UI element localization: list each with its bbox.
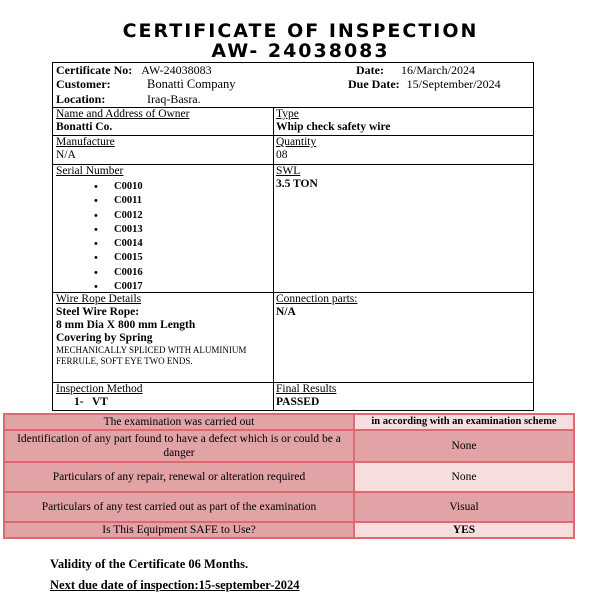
owner-value: Bonatti Co. xyxy=(56,121,113,133)
exam-answer: in according with an examination scheme xyxy=(354,414,574,430)
wire-rope-line-2: 8 mm Dia X 800 mm Length xyxy=(56,319,196,331)
manufacture-quantity-row xyxy=(53,135,533,164)
exam-question: Particulars of any repair, renewal or alteration required xyxy=(4,462,354,492)
serial-item: • C0014 xyxy=(56,237,270,251)
due-date-label: Due Date: xyxy=(348,77,400,91)
location-label: Location: xyxy=(56,92,106,106)
table-row xyxy=(4,522,574,538)
wire-rope-label: Wire Rope Details xyxy=(56,293,142,305)
location-value: Iraq-Basra. xyxy=(147,92,201,106)
column-divider xyxy=(273,107,274,411)
certificate-title: CERTIFICATE OF INSPECTION xyxy=(122,20,479,42)
certificate-details-frame xyxy=(52,62,534,411)
connection-parts-value: N/A xyxy=(276,306,296,318)
quantity-value: 08 xyxy=(276,149,288,161)
connection-parts-label: Connection parts: xyxy=(276,293,358,305)
serial-item: • C0015 xyxy=(56,251,270,265)
cert-no-value: AW-24038083 xyxy=(141,63,212,77)
serial-item: • C0016 xyxy=(56,266,270,280)
customer-row xyxy=(56,77,236,92)
serial-number-label: Serial Number xyxy=(56,165,124,177)
table-row xyxy=(4,492,574,522)
serial-swl-row xyxy=(53,164,533,292)
table-row xyxy=(4,430,574,462)
type-value: Whip check safety wire xyxy=(276,121,391,133)
wire-rope-line-3: Covering by Spring xyxy=(56,332,153,344)
due-date-value: 15/September/2024 xyxy=(406,77,501,91)
exam-question: Particulars of any test carried out as part of the examination xyxy=(4,492,354,522)
exam-answer: Visual xyxy=(354,492,574,522)
table-row xyxy=(4,462,574,492)
exam-answer: None xyxy=(354,430,574,462)
customer-value: Bonatti Company xyxy=(147,77,236,91)
date-value: 16/March/2024 xyxy=(400,63,475,77)
examination-table xyxy=(3,413,575,539)
exam-question: Identification of any part found to have a defect which is or could be a danger xyxy=(4,430,354,462)
exam-question: The examination was carried out xyxy=(4,414,354,430)
swl-label: SWL xyxy=(276,165,301,177)
validity-note: Validity of the Certificate 06 Months. xyxy=(50,557,249,571)
table-row xyxy=(4,414,574,430)
serial-item: • C0012 xyxy=(56,209,270,223)
cert-no-row xyxy=(56,63,212,78)
location-row xyxy=(56,92,201,107)
exam-answer: None xyxy=(354,462,574,492)
serial-item: • C0010 xyxy=(56,180,270,194)
manufacture-label: Manufacture xyxy=(56,136,115,148)
exam-question: Is This Equipment SAFE to Use? xyxy=(4,522,354,538)
inspection-method-label: Inspection Method xyxy=(56,383,143,395)
manufacture-value: N/A xyxy=(56,149,76,161)
serial-number-list xyxy=(56,180,270,294)
method-results-row xyxy=(53,382,533,411)
wire-rope-line-1: Steel Wire Rope: xyxy=(56,306,140,318)
serial-item: • C0013 xyxy=(56,223,270,237)
cert-no-label: Certificate No: xyxy=(56,63,133,77)
inspection-method-value: 1- VT xyxy=(74,396,108,408)
serial-item: • C0017 xyxy=(56,280,270,294)
owner-label: Name and Address of Owner xyxy=(56,108,190,120)
date-label: Date: xyxy=(356,63,384,77)
swl-value: 3.5 TON xyxy=(276,178,318,190)
certificate-number-heading: AW- 24038083 xyxy=(211,40,390,62)
customer-label: Customer: xyxy=(56,77,111,91)
due-date-row xyxy=(348,77,501,92)
owner-type-row xyxy=(53,107,533,135)
final-results-label: Final Results xyxy=(276,383,337,395)
exam-answer: YES xyxy=(354,522,574,538)
next-due-note: Next due date of inspection:15-september-2024 xyxy=(50,578,300,592)
serial-item: • C0011 xyxy=(56,194,270,208)
wire-rope-connection-row xyxy=(53,292,533,382)
final-results-value: PASSED xyxy=(276,396,320,408)
type-label: Type xyxy=(276,108,299,120)
wire-rope-line-4: MECHANICALLY SPLICED WITH ALUMINIUM FERRULE, SOFT EYE TWO ENDS. xyxy=(56,345,247,366)
quantity-label: Quantity xyxy=(276,136,317,148)
date-row xyxy=(356,63,475,78)
